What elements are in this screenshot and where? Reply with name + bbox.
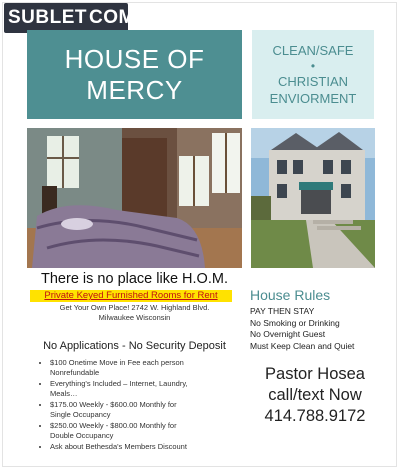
title-banner bbox=[27, 30, 242, 119]
site-logo[interactable] bbox=[4, 3, 135, 33]
logo-prefix: SUBLET bbox=[8, 7, 87, 28]
rule-item: PAY THEN STAY bbox=[250, 306, 315, 316]
address-line-2: Milwaukee Wisconsin bbox=[98, 313, 171, 322]
values-bullet: • bbox=[310, 59, 316, 73]
values-banner bbox=[252, 30, 374, 119]
contact-name: Pastor Hosea bbox=[265, 365, 365, 383]
contact-phone[interactable]: 414.788.9172 bbox=[264, 407, 366, 425]
no-applications-note: No Applications - No Security Deposit bbox=[43, 340, 226, 352]
contact-action: call/text Now bbox=[268, 386, 362, 404]
values-line-1: CLEAN/SAFE bbox=[272, 43, 354, 58]
rule-item: No Overnight Guest bbox=[250, 329, 326, 339]
values-line-2: CHRISTIAN bbox=[277, 74, 349, 89]
logo-suffix: COM bbox=[89, 7, 135, 28]
room-photo bbox=[27, 128, 242, 268]
rule-item: Must Keep Clean and Quiet bbox=[250, 340, 355, 351]
list-item: • $175.00 Weekly - $600.00 Monthly for Single Occupancy bbox=[50, 400, 250, 420]
title-line-2: MERCY bbox=[86, 74, 183, 105]
title-line-1: HOUSE OF bbox=[64, 43, 205, 74]
house-rules-list bbox=[250, 306, 400, 352]
list-item: • Ask about Bethesda's Members Discount bbox=[50, 442, 250, 452]
values-line-3: ENVIORMENT bbox=[269, 91, 357, 106]
address bbox=[27, 303, 242, 323]
rooms-for-rent-link[interactable]: Private Keyed Furnished Rooms for Rent bbox=[30, 290, 232, 302]
list-item: • $250.00 Weekly - $800.00 Monthly for Double Occupancy bbox=[50, 421, 250, 441]
house-photo bbox=[251, 128, 375, 268]
address-line-1: Get Your Own Place! 2742 W. Highland Blvd. bbox=[59, 303, 210, 312]
rule-item: No Smoking or Drinking bbox=[250, 317, 340, 328]
pricing-list bbox=[42, 358, 250, 453]
list-item: • Everything's Included – Internet, Laundry, Meals… bbox=[50, 379, 250, 399]
tagline: There is no place like H.O.M. bbox=[41, 271, 228, 287]
house-rules-title: House Rules bbox=[250, 287, 331, 303]
list-item: • $100 Onetime Move in Fee each person Nonrefundable bbox=[50, 358, 250, 378]
contact-block bbox=[250, 364, 380, 427]
